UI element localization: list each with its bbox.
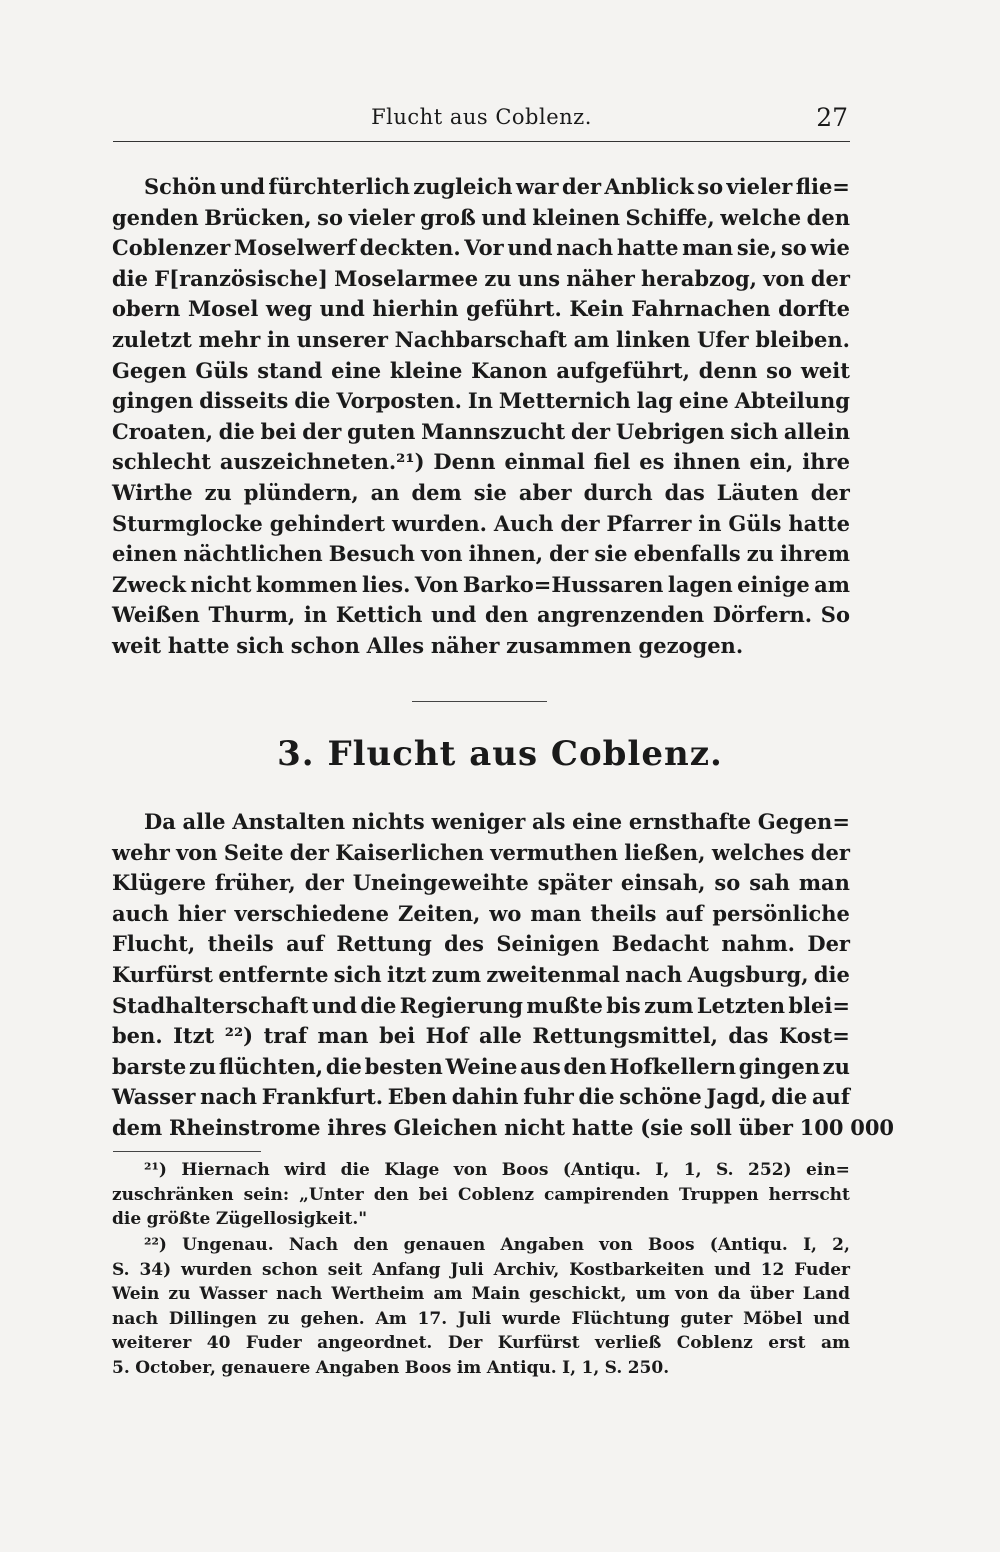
text-line: weiterer 40 Fuder angeordnet. Der Kurfürst verließ Coblenz erst am — [112, 1333, 850, 1353]
text-line: Wein zu Wasser nach Wertheim am Main geschickt, um von da über Land — [112, 1284, 850, 1304]
text-line: Flucht, theils auf Rettung des Seinigen Bedacht nahm. Der — [112, 931, 850, 957]
chapter-heading: 3. Flucht aus Coblenz. — [277, 734, 723, 774]
text-line: Weißen Thurm, in Kettich und den angrenzenden Dörfern. So — [112, 602, 850, 628]
text-line: weit hatte sich schon Alles näher zusammen gezogen. — [112, 633, 744, 658]
text-line: Stadhalterschaft und die Regierung mußte bis zum Letzten blei= — [112, 992, 850, 1018]
text-line: wehr von Seite der Kaiserlichen vermuthen ließen, welches der — [112, 839, 850, 865]
text-line: Coblenzer Moselwerf deckten. Vor und nach hatte man sie, so wie — [112, 235, 850, 261]
text-line: Zweck nicht kommen lies. Von Barko=Hussaren lagen einige am — [112, 571, 850, 597]
text-line: zuletzt mehr in unserer Nachbarschaft am linken Ufer bleiben. — [112, 327, 850, 352]
text-line: obern Mosel weg und hierhin geführt. Kein Fahrnachen dorfte — [112, 296, 850, 322]
page-number: 27 — [816, 103, 848, 132]
text-line: 5. October, genauere Angaben Boos im Antiqu. I, 1, S. 250. — [112, 1357, 670, 1378]
text-line: gingen disseits die Vorposten. In Metternich lag eine Abteilung — [112, 388, 850, 414]
text-line: ²¹) Hiernach wird die Klage von Boos (Antiqu. I, 1, S. 252) ein= — [144, 1160, 850, 1180]
text-line: barste zu flüchten, die besten Weine aus den Hofkellern gingen zu — [112, 1053, 850, 1079]
page-header — [113, 103, 850, 142]
text-line: Croaten, die bei der guten Mannszucht der Uebrigen sich allein — [112, 418, 850, 444]
text-line: Klügere früher, der Uneingeweihte später einsah, so sah man — [112, 870, 850, 896]
text-line: nach Dillingen zu gehen. Am 17. Juli wurde Flüchtung guter Möbel und — [112, 1308, 850, 1329]
running-title: Flucht aus Coblenz. — [371, 105, 592, 129]
text-line: Schön und fürchterlich zugleich war der Anblick so vieler flie= — [144, 174, 850, 199]
section-divider — [412, 701, 547, 702]
text-line: Da alle Anstalten nichts weniger als eine ernsthafte Gegen= — [144, 809, 850, 834]
text-line: genden Brücken, so vieler groß und kleinen Schiffe, welche den — [112, 204, 850, 230]
text-line: die F[ranzösische] Moselarmee zu uns näher herabzog, von der — [112, 265, 850, 291]
text-line: ²²) Ungenau. Nach den genauen Angaben von Boos (Antiqu. I, 2, — [144, 1235, 850, 1255]
text-line: schlecht auszeichneten.²¹) Denn einmal fiel es ihnen ein, ihre — [112, 449, 850, 475]
text-line: Sturmglocke gehindert wurden. Auch der Pfarrer in Güls hatte — [112, 510, 850, 536]
text-line: S. 34) wurden schon seit Anfang Juli Archiv, Kostbarkeiten und 12 Fuder — [112, 1259, 850, 1280]
text-line: zuschränken sein: „Unter den bei Coblenz campirenden Truppen herrscht — [112, 1184, 850, 1205]
text-line: einen nächtlichen Besuch von ihnen, der sie ebenfalls zu ihrem — [112, 541, 850, 567]
text-line: ben. Itzt ²²) traf man bei Hof alle Rettungsmittel, das Kost= — [112, 1023, 850, 1049]
footnote-rule — [113, 1151, 261, 1152]
text-line: Wirthe zu plündern, an dem sie aber durch das Läuten der — [112, 480, 850, 505]
text-line: dem Rheinstrome ihres Gleichen nicht hatte (sie soll über 100 000 — [112, 1115, 895, 1140]
text-line: die größte Zügellosigkeit." — [112, 1209, 368, 1229]
text-line: Wasser nach Frankfurt. Eben dahin fuhr die schöne Jagd, die auf — [112, 1084, 850, 1110]
text-line: auch hier verschiedene Zeiten, wo man theils auf persönliche — [112, 900, 850, 926]
text-line: Gegen Güls stand eine kleine Kanon aufgeführt, denn so weit — [112, 357, 850, 383]
text-line: Kurfürst entfernte sich itzt zum zweitenmal nach Augsburg, die — [112, 962, 850, 987]
